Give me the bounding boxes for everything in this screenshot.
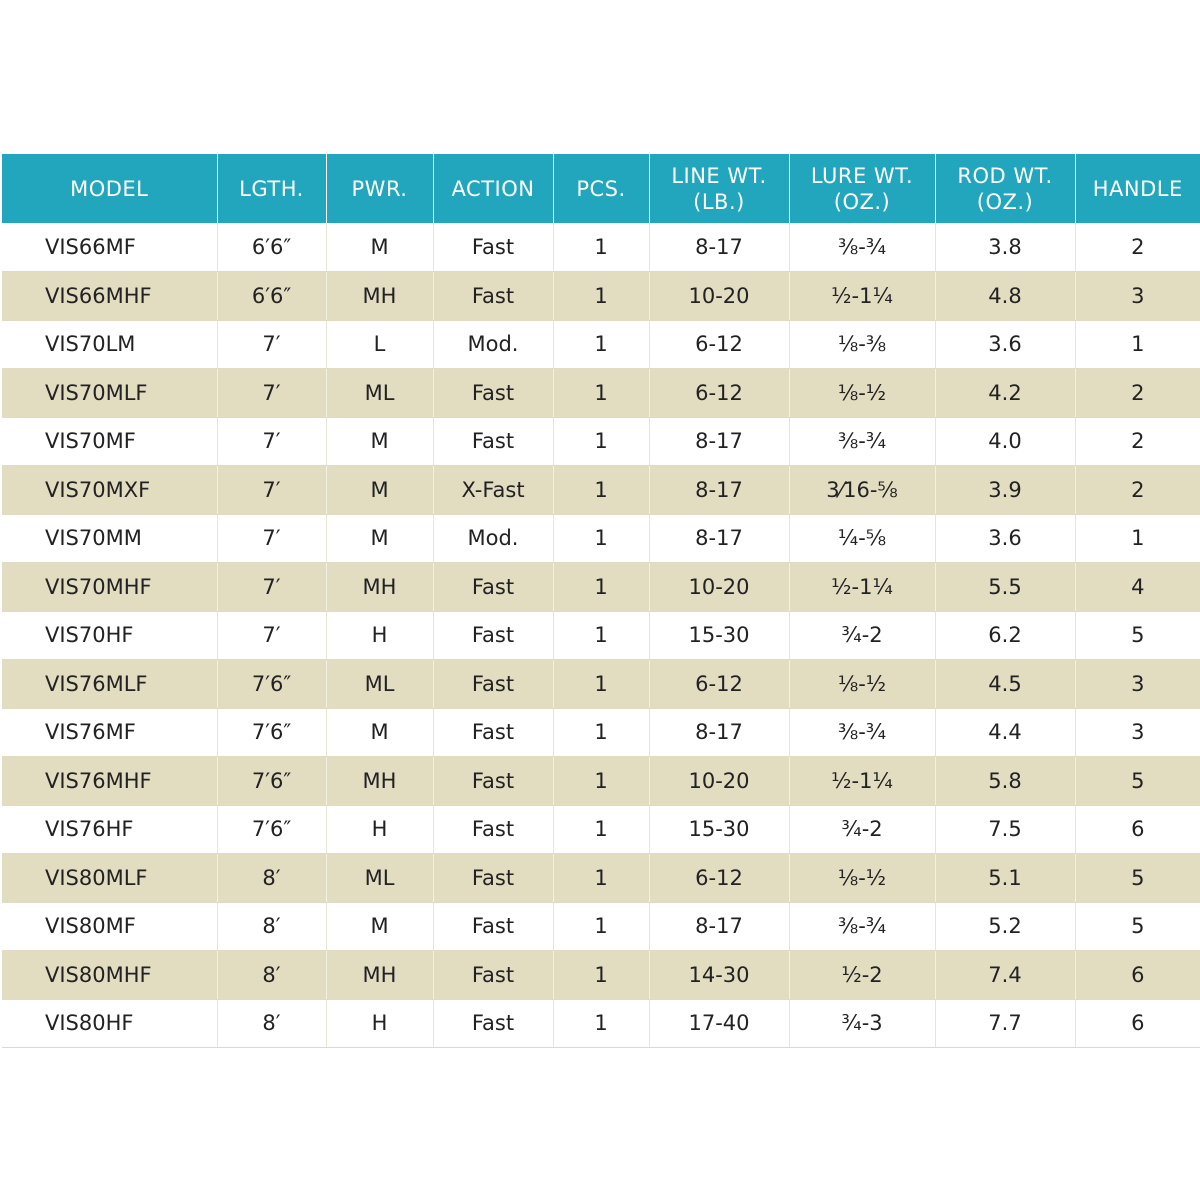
cell-model: VIS76MLF	[2, 660, 217, 709]
cell-length: 7′	[217, 563, 326, 612]
cell-rod-weight: 6.2	[935, 611, 1075, 660]
cell-model: VIS76MHF	[2, 757, 217, 806]
cell-lure-weight: ⅜-¾	[789, 708, 935, 757]
cell-length: 8′	[217, 951, 326, 1000]
cell-power: MH	[326, 563, 433, 612]
cell-line-weight: 8-17	[649, 902, 789, 951]
cell-rod-weight: 3.6	[935, 320, 1075, 369]
table-row	[2, 805, 1200, 854]
cell-line-weight: 14-30	[649, 951, 789, 1000]
cell-handle: 2	[1075, 223, 1200, 272]
table-row	[2, 320, 1200, 369]
cell-rod-weight: 4.5	[935, 660, 1075, 709]
cell-handle: 2	[1075, 417, 1200, 466]
table-row	[2, 660, 1200, 709]
cell-line-weight: 15-30	[649, 611, 789, 660]
cell-lure-weight: ¾-2	[789, 611, 935, 660]
table-row	[2, 272, 1200, 321]
cell-model: VIS66MHF	[2, 272, 217, 321]
cell-line-weight: 8-17	[649, 514, 789, 563]
cell-action: Fast	[433, 660, 553, 709]
cell-power: ML	[326, 369, 433, 418]
cell-line-weight: 17-40	[649, 999, 789, 1048]
column-header-label: ROD WT.	[957, 163, 1053, 188]
cell-power: MH	[326, 951, 433, 1000]
cell-length: 8′	[217, 902, 326, 951]
cell-rod-weight: 5.5	[935, 563, 1075, 612]
column-header-power	[326, 154, 433, 223]
cell-pieces: 1	[553, 660, 649, 709]
cell-handle: 5	[1075, 757, 1200, 806]
cell-pieces: 1	[553, 272, 649, 321]
rod-spec-table	[2, 154, 1200, 1048]
cell-model: VIS66MF	[2, 223, 217, 272]
cell-line-weight: 6-12	[649, 320, 789, 369]
table-row	[2, 417, 1200, 466]
cell-action: Mod.	[433, 320, 553, 369]
column-header-length	[217, 154, 326, 223]
column-header-action	[433, 154, 553, 223]
cell-action: Fast	[433, 272, 553, 321]
cell-line-weight: 15-30	[649, 805, 789, 854]
cell-model: VIS80MLF	[2, 854, 217, 903]
cell-line-weight: 6-12	[649, 660, 789, 709]
cell-handle: 1	[1075, 320, 1200, 369]
cell-lure-weight: ⅜-¾	[789, 223, 935, 272]
column-header-pieces	[553, 154, 649, 223]
cell-model: VIS70MHF	[2, 563, 217, 612]
cell-lure-weight: ½-1¼	[789, 563, 935, 612]
cell-length: 7′	[217, 514, 326, 563]
cell-power: ML	[326, 854, 433, 903]
cell-action: Fast	[433, 223, 553, 272]
cell-handle: 4	[1075, 563, 1200, 612]
cell-handle: 6	[1075, 999, 1200, 1048]
cell-power: M	[326, 417, 433, 466]
cell-power: M	[326, 902, 433, 951]
cell-power: M	[326, 466, 433, 515]
cell-pieces: 1	[553, 320, 649, 369]
cell-rod-weight: 3.6	[935, 514, 1075, 563]
cell-power: MH	[326, 757, 433, 806]
column-header-label: PWR.	[351, 176, 408, 201]
table-row	[2, 466, 1200, 515]
cell-line-weight: 6-12	[649, 854, 789, 903]
cell-model: VIS76HF	[2, 805, 217, 854]
column-header-label: LINE WT.	[671, 163, 767, 188]
cell-action: Fast	[433, 951, 553, 1000]
cell-action: Mod.	[433, 514, 553, 563]
table-row	[2, 951, 1200, 1000]
cell-length: 8′	[217, 999, 326, 1048]
cell-pieces: 1	[553, 563, 649, 612]
cell-rod-weight: 7.4	[935, 951, 1075, 1000]
cell-pieces: 1	[553, 514, 649, 563]
cell-action: Fast	[433, 611, 553, 660]
cell-rod-weight: 4.4	[935, 708, 1075, 757]
table-row	[2, 611, 1200, 660]
cell-lure-weight: ⅛-½	[789, 369, 935, 418]
cell-line-weight: 8-17	[649, 223, 789, 272]
cell-lure-weight: ⅛-½	[789, 660, 935, 709]
cell-action: Fast	[433, 563, 553, 612]
cell-rod-weight: 7.5	[935, 805, 1075, 854]
cell-line-weight: 10-20	[649, 563, 789, 612]
cell-model: VIS70HF	[2, 611, 217, 660]
column-header-line-weight	[649, 154, 789, 223]
cell-action: X-Fast	[433, 466, 553, 515]
cell-action: Fast	[433, 708, 553, 757]
cell-pieces: 1	[553, 854, 649, 903]
column-header-model	[2, 154, 217, 223]
cell-action: Fast	[433, 854, 553, 903]
table-row	[2, 223, 1200, 272]
cell-model: VIS80MF	[2, 902, 217, 951]
table-row	[2, 514, 1200, 563]
cell-power: M	[326, 223, 433, 272]
table-row	[2, 854, 1200, 903]
cell-handle: 1	[1075, 514, 1200, 563]
column-header-handle	[1075, 154, 1200, 223]
table-row	[2, 369, 1200, 418]
column-header-label: HANDLE	[1092, 176, 1183, 201]
column-header-rod-weight	[935, 154, 1075, 223]
column-header-label: LGTH.	[239, 176, 304, 201]
cell-line-weight: 10-20	[649, 272, 789, 321]
cell-pieces: 1	[553, 805, 649, 854]
cell-line-weight: 10-20	[649, 757, 789, 806]
cell-rod-weight: 5.8	[935, 757, 1075, 806]
cell-pieces: 1	[553, 369, 649, 418]
cell-handle: 6	[1075, 951, 1200, 1000]
cell-pieces: 1	[553, 223, 649, 272]
cell-line-weight: 8-17	[649, 708, 789, 757]
cell-action: Fast	[433, 999, 553, 1048]
cell-pieces: 1	[553, 708, 649, 757]
cell-pieces: 1	[553, 466, 649, 515]
cell-action: Fast	[433, 902, 553, 951]
cell-length: 7′	[217, 417, 326, 466]
cell-action: Fast	[433, 805, 553, 854]
cell-lure-weight: ½-1¼	[789, 757, 935, 806]
cell-rod-weight: 5.1	[935, 854, 1075, 903]
cell-pieces: 1	[553, 757, 649, 806]
cell-length: 8′	[217, 854, 326, 903]
cell-rod-weight: 4.0	[935, 417, 1075, 466]
cell-length: 7′6″	[217, 708, 326, 757]
cell-action: Fast	[433, 417, 553, 466]
cell-handle: 5	[1075, 611, 1200, 660]
cell-lure-weight: ⅜-¾	[789, 902, 935, 951]
cell-lure-weight: ⅜-¾	[789, 417, 935, 466]
cell-power: ML	[326, 660, 433, 709]
cell-lure-weight: ¾-3	[789, 999, 935, 1048]
cell-model: VIS70MLF	[2, 369, 217, 418]
column-header-label: LURE WT.	[810, 163, 914, 188]
cell-lure-weight: ⅛-½	[789, 854, 935, 903]
cell-action: Fast	[433, 757, 553, 806]
cell-power: H	[326, 611, 433, 660]
cell-model: VIS70MF	[2, 417, 217, 466]
table-header	[2, 154, 1200, 223]
column-header-unit: (LB.)	[693, 189, 745, 214]
column-header-label: MODEL	[70, 176, 149, 201]
cell-power: M	[326, 708, 433, 757]
column-header-lure-weight	[789, 154, 935, 223]
header-row	[2, 154, 1200, 223]
cell-model: VIS80MHF	[2, 951, 217, 1000]
table-row	[2, 999, 1200, 1048]
cell-lure-weight: 3⁄16-⅝	[789, 466, 935, 515]
cell-lure-weight: ¼-⅝	[789, 514, 935, 563]
cell-length: 6′6″	[217, 272, 326, 321]
cell-handle: 3	[1075, 272, 1200, 321]
column-header-label: ACTION	[451, 176, 535, 201]
cell-model: VIS70LM	[2, 320, 217, 369]
cell-length: 6′6″	[217, 223, 326, 272]
cell-handle: 2	[1075, 369, 1200, 418]
cell-pieces: 1	[553, 611, 649, 660]
cell-pieces: 1	[553, 902, 649, 951]
cell-length: 7′	[217, 320, 326, 369]
cell-length: 7′	[217, 466, 326, 515]
cell-power: L	[326, 320, 433, 369]
cell-handle: 3	[1075, 708, 1200, 757]
cell-length: 7′6″	[217, 757, 326, 806]
cell-rod-weight: 3.8	[935, 223, 1075, 272]
cell-model: VIS76MF	[2, 708, 217, 757]
cell-model: VIS70MM	[2, 514, 217, 563]
cell-handle: 5	[1075, 854, 1200, 903]
cell-rod-weight: 3.9	[935, 466, 1075, 515]
cell-pieces: 1	[553, 999, 649, 1048]
cell-handle: 5	[1075, 902, 1200, 951]
column-header-unit: (OZ.)	[833, 189, 891, 214]
cell-line-weight: 8-17	[649, 417, 789, 466]
cell-pieces: 1	[553, 951, 649, 1000]
cell-line-weight: 6-12	[649, 369, 789, 418]
cell-handle: 2	[1075, 466, 1200, 515]
table-row	[2, 902, 1200, 951]
cell-length: 7′	[217, 369, 326, 418]
table-row	[2, 563, 1200, 612]
cell-rod-weight: 4.2	[935, 369, 1075, 418]
cell-rod-weight: 4.8	[935, 272, 1075, 321]
cell-pieces: 1	[553, 417, 649, 466]
cell-handle: 3	[1075, 660, 1200, 709]
cell-power: H	[326, 999, 433, 1048]
cell-handle: 6	[1075, 805, 1200, 854]
cell-lure-weight: ½-2	[789, 951, 935, 1000]
table-row	[2, 757, 1200, 806]
table-row	[2, 708, 1200, 757]
cell-line-weight: 8-17	[649, 466, 789, 515]
cell-rod-weight: 7.7	[935, 999, 1075, 1048]
cell-action: Fast	[433, 369, 553, 418]
column-header-label: PCS.	[576, 176, 626, 201]
cell-length: 7′6″	[217, 805, 326, 854]
cell-lure-weight: ⅛-⅜	[789, 320, 935, 369]
cell-lure-weight: ¾-2	[789, 805, 935, 854]
cell-rod-weight: 5.2	[935, 902, 1075, 951]
cell-model: VIS80HF	[2, 999, 217, 1048]
column-header-unit: (OZ.)	[976, 189, 1034, 214]
cell-power: M	[326, 514, 433, 563]
cell-lure-weight: ½-1¼	[789, 272, 935, 321]
cell-model: VIS70MXF	[2, 466, 217, 515]
table-body	[2, 223, 1200, 1048]
cell-power: H	[326, 805, 433, 854]
cell-length: 7′	[217, 611, 326, 660]
cell-length: 7′6″	[217, 660, 326, 709]
cell-power: MH	[326, 272, 433, 321]
